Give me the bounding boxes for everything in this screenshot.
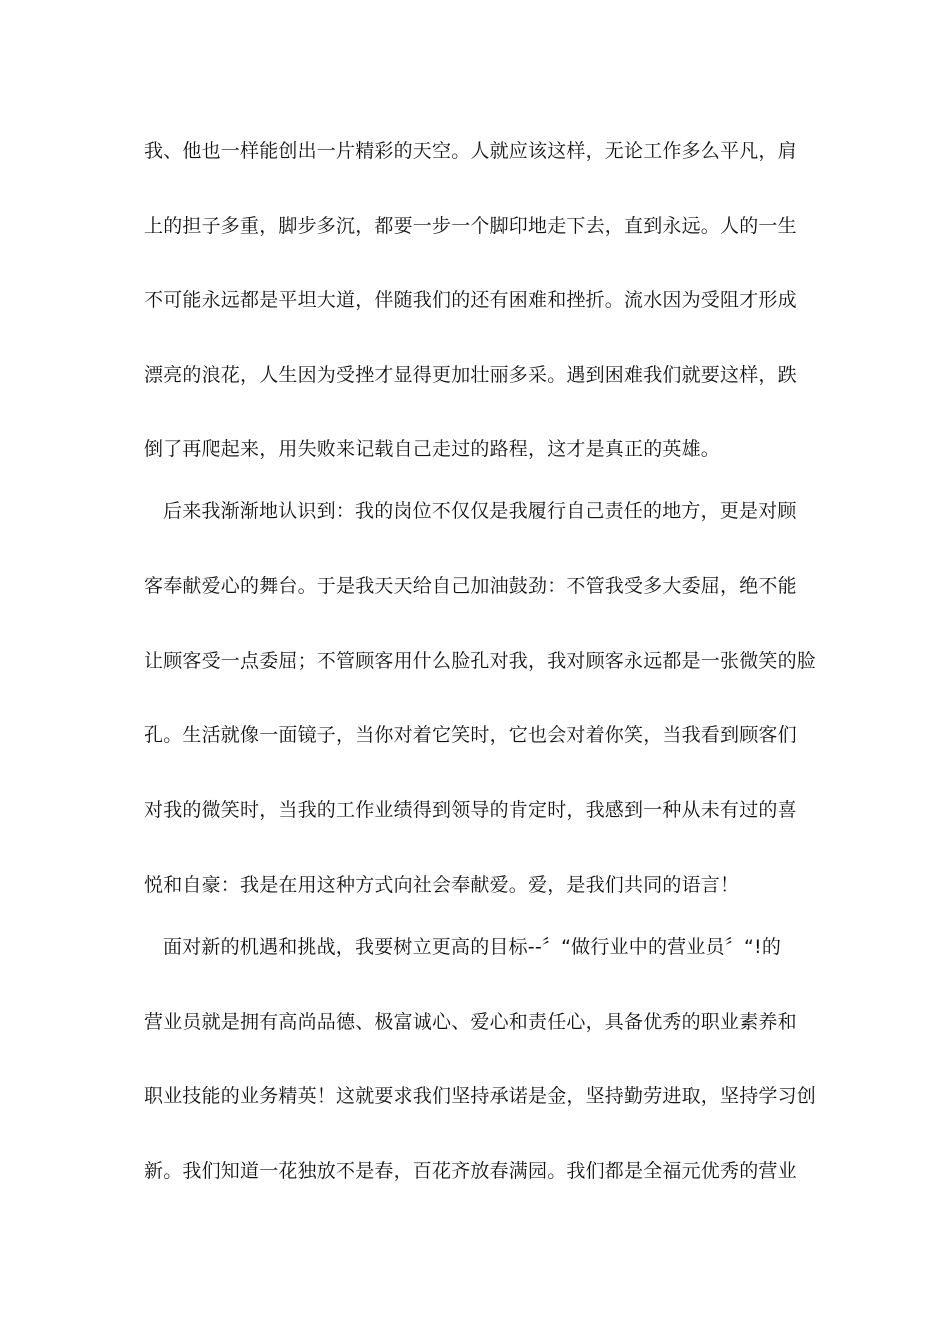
text-line-11: 悦和自豪：我是在用这种方式向社会奉献爱。爱，是我们共同的语言！ [144, 874, 740, 896]
text-line-4: 漂亮的浪花，人生因为受挫才显得更加壮丽多采。遇到困难我们就要这样，跌 [144, 364, 797, 386]
text-line-2: 上的担子多重，脚步多沉，都要一步一个脚印地走下去，直到永远。人的一生 [144, 215, 797, 237]
text-line-8: 让顾客受一点委屈；不管顾客用什么脸孔对我，我对顾客永远都是一张微笑的脸 [144, 650, 817, 672]
text-line-5: 倒了再爬起来，用失败来记载自己走过的路程，这才是真正的英雄。 [144, 438, 721, 460]
text-line-15: 新。我们知道一花独放不是春，百花齐放春满园。我们都是全福元优秀的营业 [144, 1160, 797, 1182]
text-line-1: 我、他也一样能创出一片精彩的天空。人就应该这样，无论工作多么平凡，肩 [144, 140, 797, 162]
text-line-14: 职业技能的业务精英！这就要求我们坚持承诺是金，坚持勤劳进取，坚持学习创 [144, 1085, 817, 1107]
text-line-13: 营业员就是拥有高尚品德、极富诚心、爱心和责任心，具备优秀的职业素养和 [144, 1011, 797, 1033]
paragraph-3-first-line: 面对新的机遇和挑战，我要树立更高的目标--〞“做行业中的营业员〞“!的 [163, 936, 782, 958]
text-line-9: 孔。生活就像一面镜子，当你对着它笑时，它也会对着你笑，当我看到顾客们 [144, 724, 797, 746]
text-line-10: 对我的微笑时，当我的工作业绩得到领导的肯定时，我感到一种从未有过的喜 [144, 799, 797, 821]
paragraph-2-first-line: 后来我渐渐地认识到：我的岗位不仅仅是我履行自己责任的地方，更是对顾 [163, 500, 797, 522]
text-line-3: 不可能永远都是平坦大道，伴随我们的还有困难和挫折。流水因为受阻才形成 [144, 289, 797, 311]
text-line-7: 客奉献爱心的舞台。于是我天天给自己加油鼓劲：不管我受多大委屈，绝不能 [144, 575, 797, 597]
